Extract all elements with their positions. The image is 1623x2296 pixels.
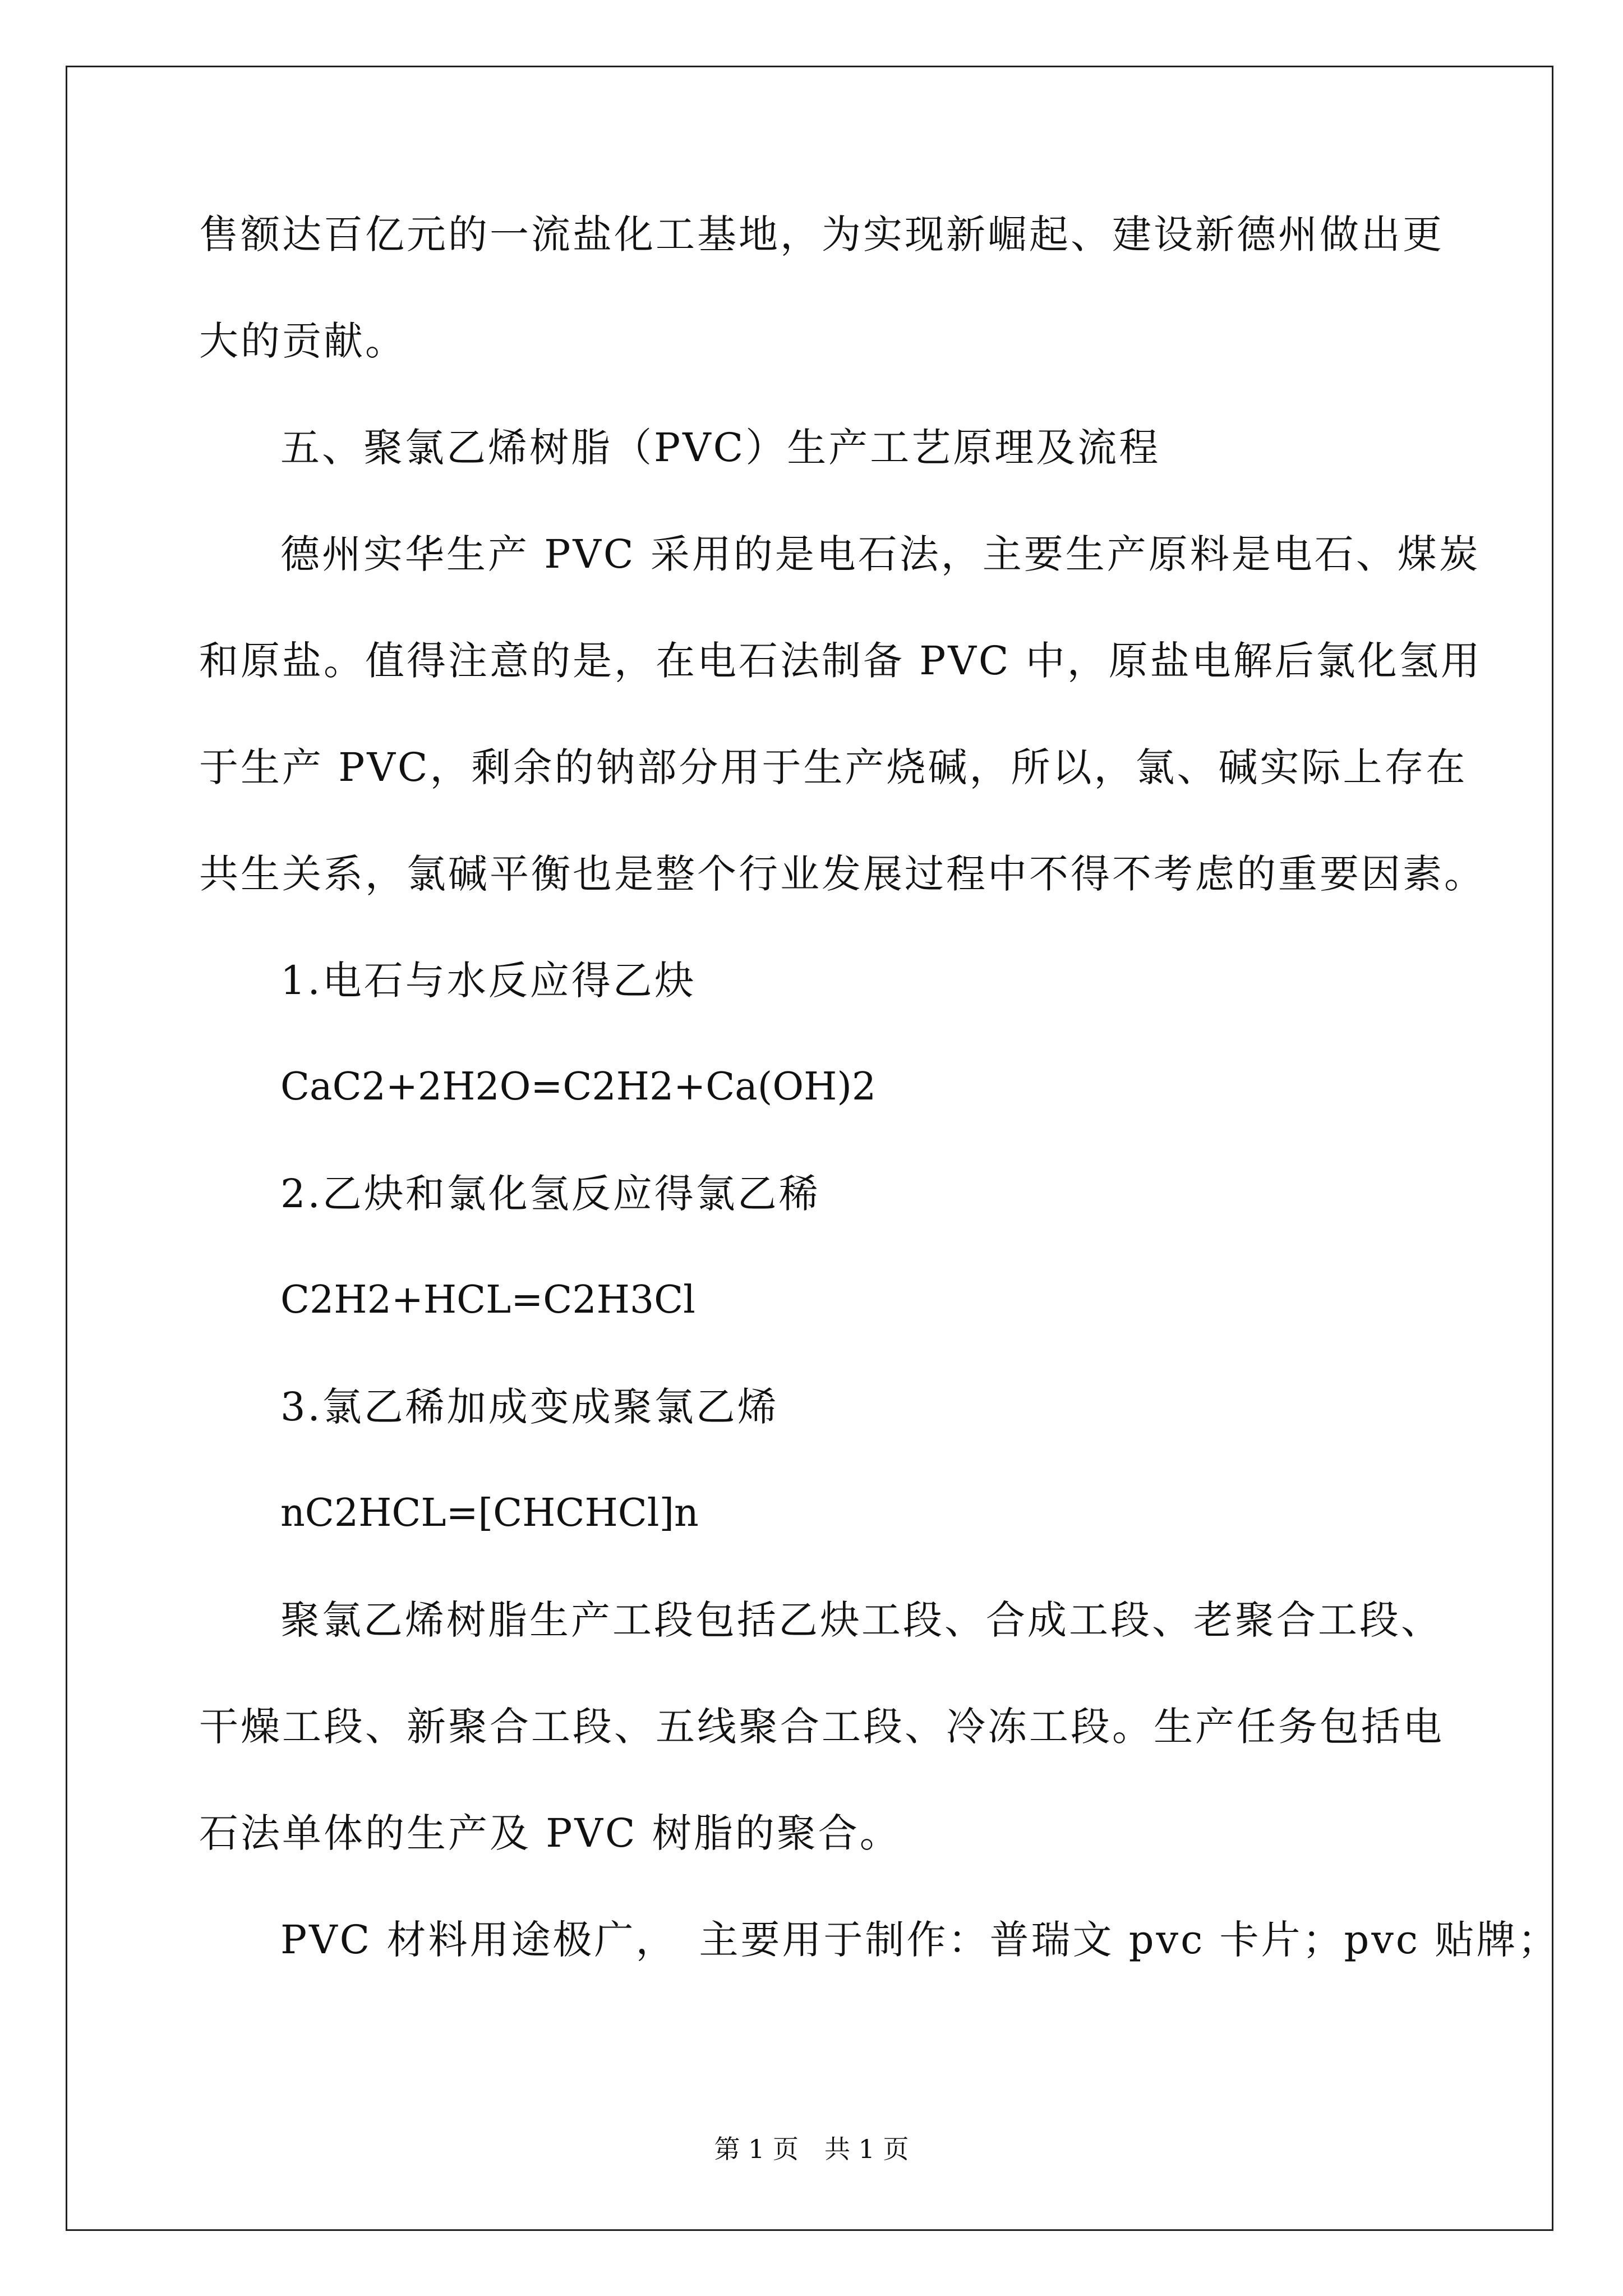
text-line: 聚氯乙烯树脂生产工段包括乙炔工段、合成工段、老聚合工段、 <box>280 1597 1442 1643</box>
step-heading: 3.氯乙稀加成变成聚氯乙烯 <box>280 1384 779 1430</box>
text-line: 于生产 PVC，剩余的钠部分用于生产烧碱，所以，氯、碱实际上存在 <box>199 744 1468 790</box>
text-line: 石法单体的生产及 PVC 树脂的聚合。 <box>199 1810 901 1856</box>
chemical-formula: CaC2+2H2O=C2H2+Ca(OH)2 <box>280 1065 877 1109</box>
text-line: 德州实华生产 PVC 采用的是电石法，主要生产原料是电石、煤炭 <box>280 531 1481 577</box>
text-line: 售额达百亿元的一流盐化工基地，为实现新崛起、建设新德州做出更 <box>199 211 1444 257</box>
chemical-formula: C2H2+HCL=C2H3Cl <box>280 1278 695 1322</box>
step-heading: 1.电石与水反应得乙炔 <box>280 958 696 1004</box>
document-body <box>199 211 1560 2027</box>
step-heading: 2.乙炔和氯化氢反应得氯乙稀 <box>280 1171 820 1217</box>
text-line: 和原盐。值得注意的是，在电石法制备 PVC 中，原盐电解后氯化氢用 <box>199 638 1482 684</box>
text-line: PVC 材料用途极广， 主要用于制作：普瑞文 pvc 卡片；pvc 贴牌； <box>280 1917 1560 1963</box>
chemical-formula: nC2HCL=[CHCHCl]n <box>280 1491 699 1535</box>
text-line: 大的贡献。 <box>199 318 407 364</box>
section-heading: 五、聚氯乙烯树脂（PVC）生产工艺原理及流程 <box>280 425 1161 471</box>
text-line: 干燥工段、新聚合工段、五线聚合工段、冷冻工段。生产任务包括电 <box>199 1704 1444 1750</box>
text-line: 共生关系，氯碱平衡也是整个行业发展过程中不得不考虑的重要因素。 <box>199 851 1486 897</box>
page-number-footer: 第 1 页 共 1 页 <box>714 2134 909 2164</box>
